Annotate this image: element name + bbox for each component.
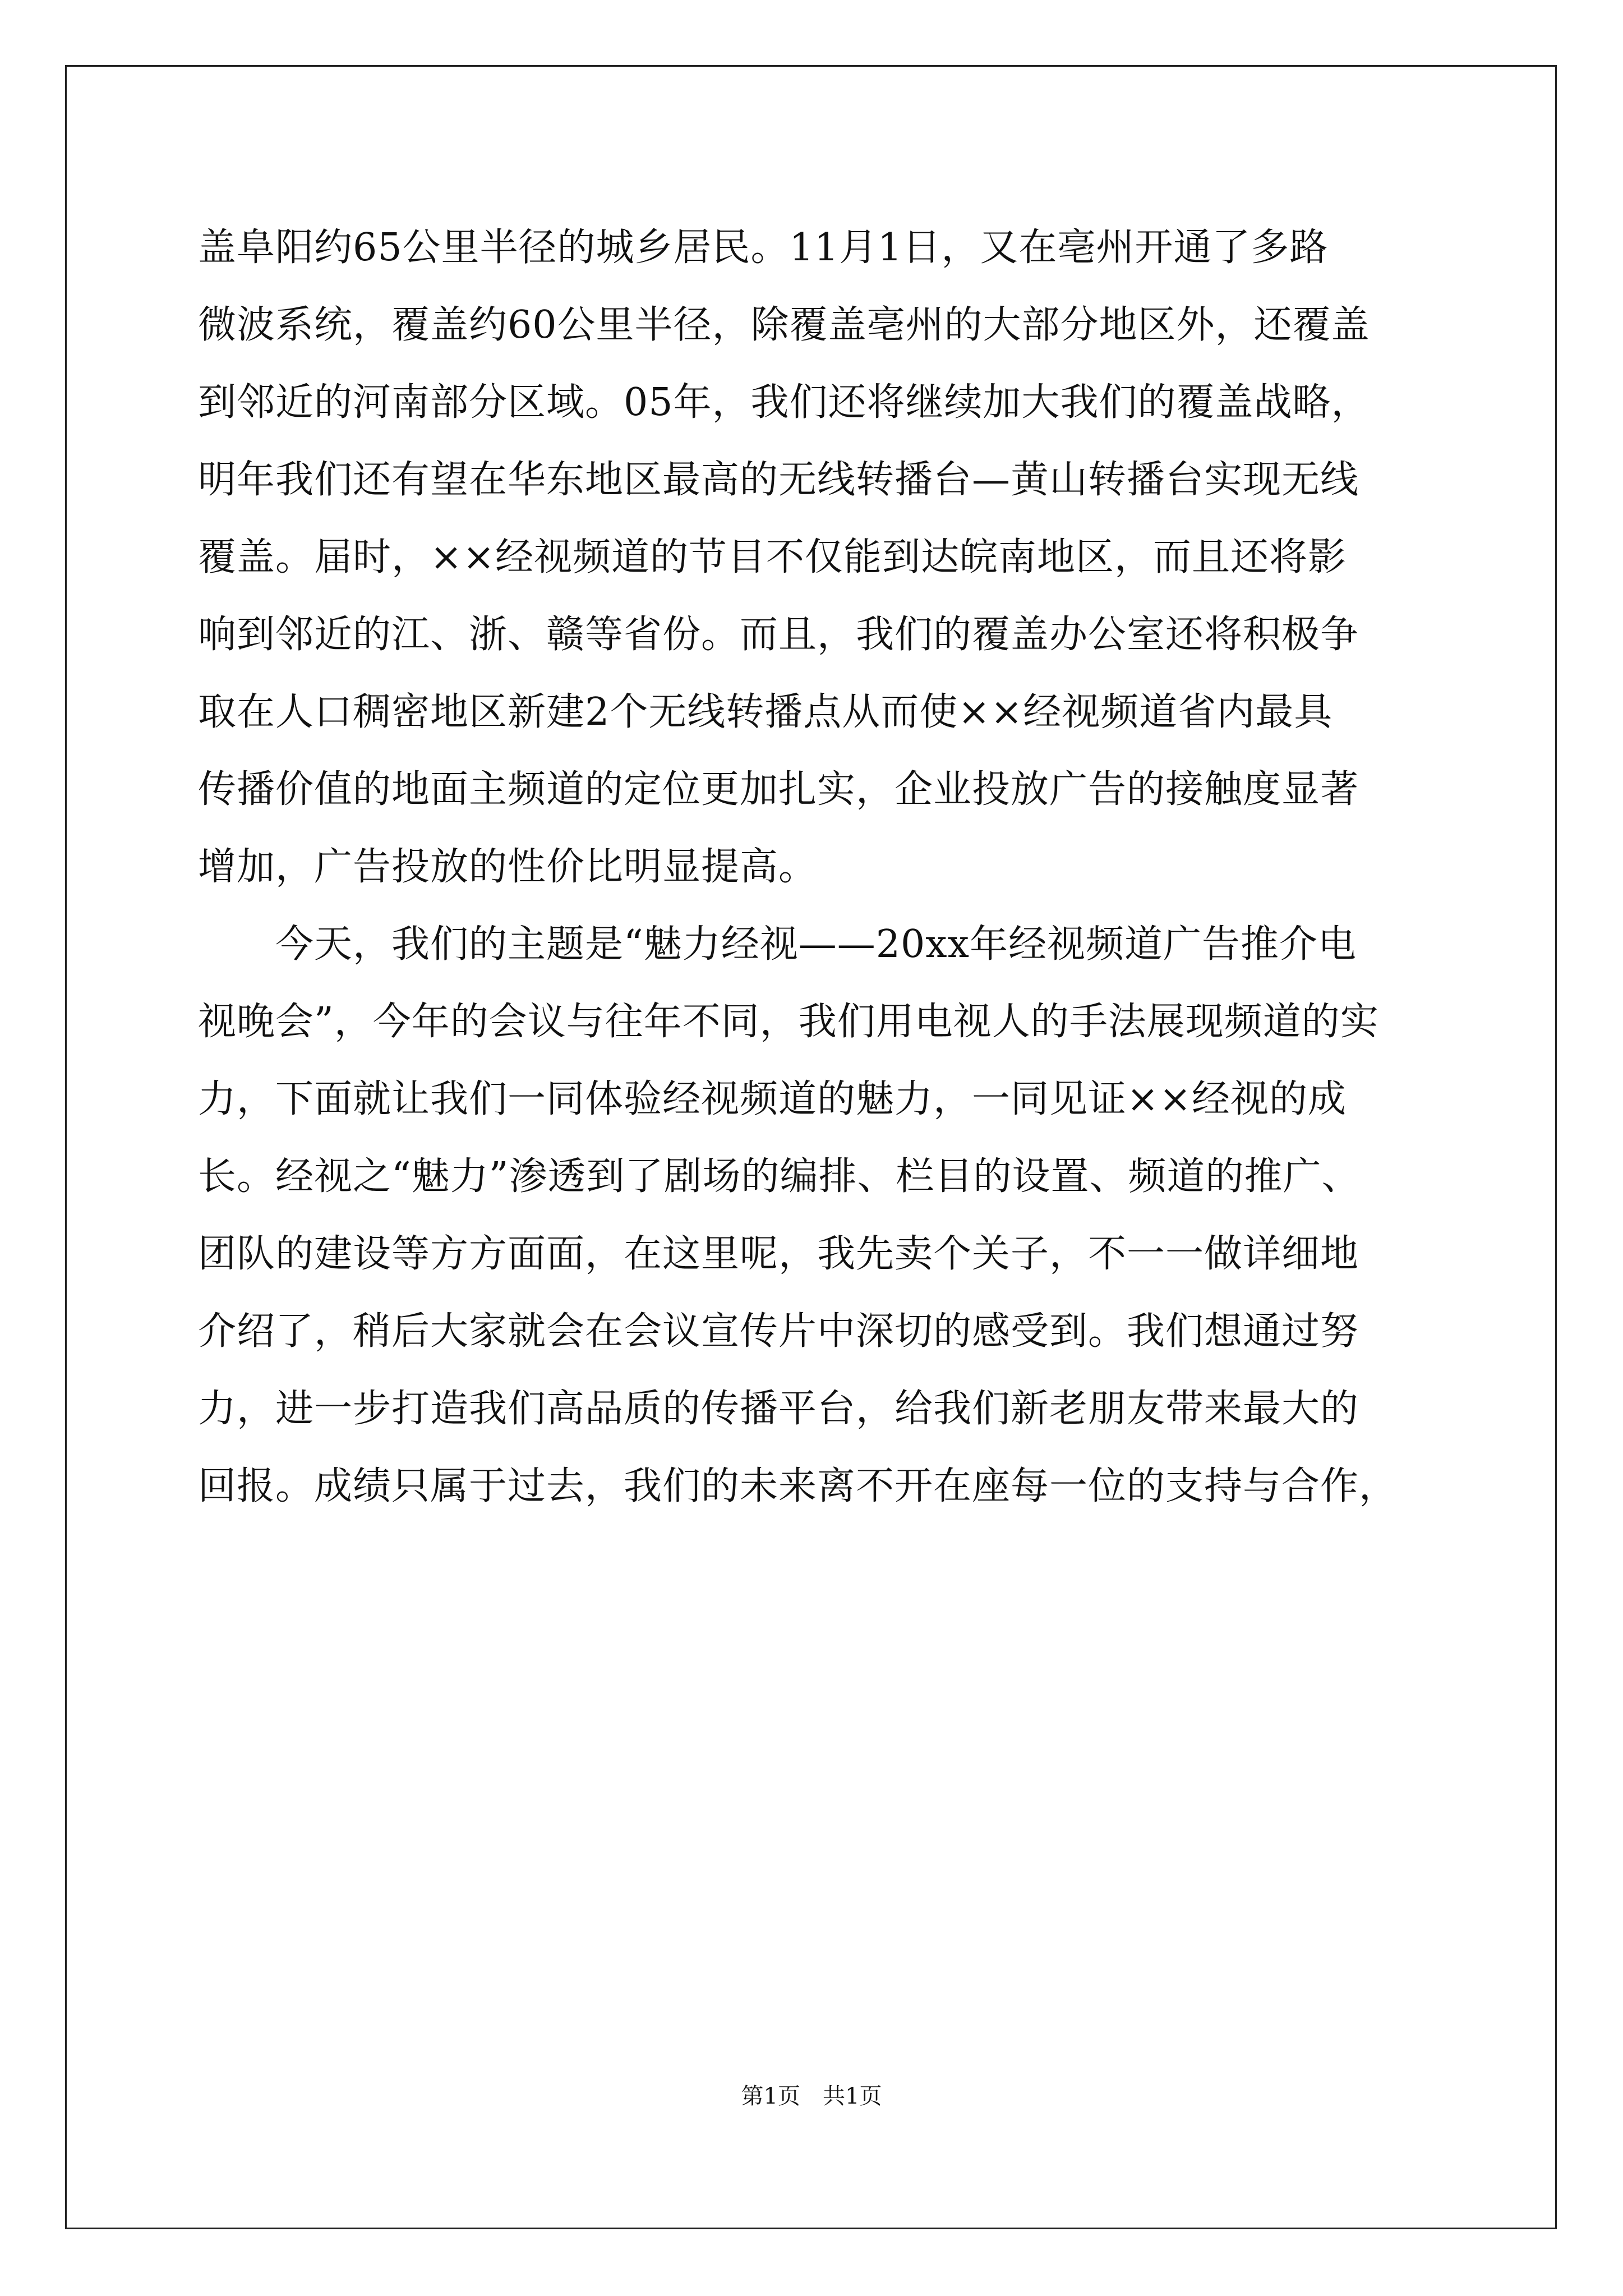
body-text-line: 长。经视之“魅力”渗透到了剧场的编排、栏目的设置、频道的推广、: [198, 1154, 1361, 1199]
body-text-line: 力，下面就让我们一同体验经视频道的魅力，一同见证××经视的成: [198, 1077, 1347, 1121]
body-text-line: 回报。成绩只属于过去，我们的未来离不开在座每一位的支持与合作，: [198, 1464, 1398, 1508]
body-text-line: 覆盖。届时，××经视频道的节目不仅能到达皖南地区，而且还将影: [198, 535, 1347, 579]
body-text-line: 明年我们还有望在华东地区最高的无线转播台—黄山转播台实现无线: [198, 458, 1359, 502]
body-text-line: 增加，广告投放的性价比明显提高。: [198, 845, 818, 889]
body-text-line: 响到邻近的江、浙、赣等省份。而且，我们的覆盖办公室还将积极争: [198, 613, 1359, 657]
body-text-line: 视晚会”，今年的会议与往年不同，我们用电视人的手法展现频道的实: [198, 1000, 1379, 1044]
body-text-line: 今天，我们的主题是“魅力经视——20xx年经视频道广告推介电: [198, 922, 1357, 967]
body-text-line: 介绍了，稍后大家就会在会议宣传片中深切的感受到。我们想通过努: [198, 1309, 1359, 1354]
body-text-line: 力，进一步打造我们高品质的传播平台，给我们新老朋友带来最大的: [198, 1387, 1359, 1431]
body-text-line: 到邻近的河南部分区域。05年，我们还将继续加大我们的覆盖战略，: [198, 380, 1370, 425]
body-text-line: 团队的建设等方方面面，在这里呢，我先卖个关子，不一一做详细地: [198, 1232, 1359, 1276]
page-footer: 第1页 共1页: [741, 2083, 882, 2109]
body-text-line: 传播价值的地面主频道的定位更加扎实，企业投放广告的接触度显著: [198, 767, 1359, 812]
body-text-line: 取在人口稠密地区新建2个无线转播点从而使××经视频道省内最具: [198, 690, 1333, 734]
body-text-line: 盖阜阳约65公里半径的城乡居民。11月1日，又在亳州开通了多路: [198, 226, 1329, 270]
body-text-line: 微波系统，覆盖约60公里半径，除覆盖亳州的大部分地区外，还覆盖: [198, 303, 1370, 347]
